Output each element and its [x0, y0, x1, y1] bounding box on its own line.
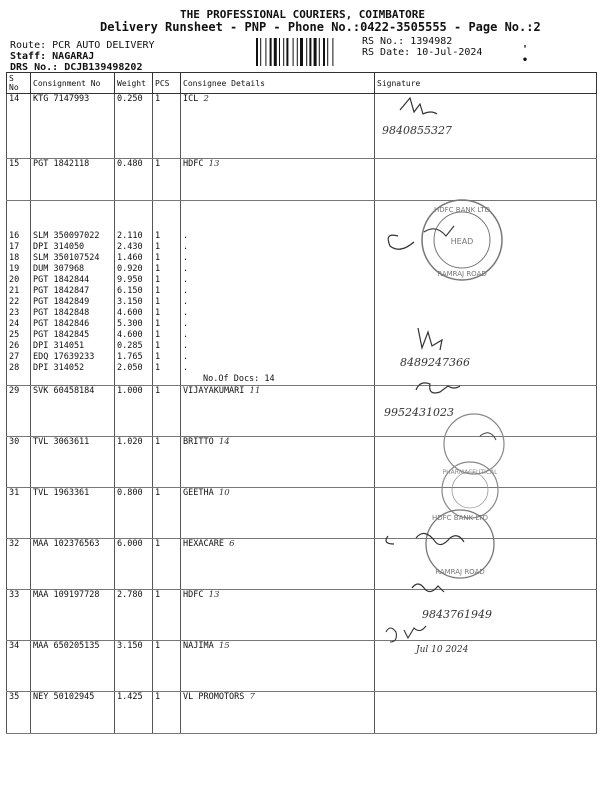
pcs: 1 — [153, 386, 181, 437]
handwritten-date: Jul 10 2024 — [416, 645, 469, 655]
consignee: . — [183, 319, 189, 329]
sno: 24 — [9, 319, 20, 329]
barcode-bar — [309, 38, 311, 66]
consignment-no: PGT 1842849 — [33, 297, 90, 307]
pcs: 1 — [155, 308, 161, 318]
pcs: 1 — [155, 253, 161, 263]
signature-cell — [375, 692, 597, 734]
consignment-no: EDQ 17639233 — [33, 352, 95, 362]
rs-no-value: 1394982 — [410, 36, 453, 47]
consignment-list — [31, 201, 115, 386]
rs-no-line — [362, 36, 452, 47]
docs-count: No.Of Docs: 14 — [203, 374, 275, 384]
consignment-no: PGT 1842847 — [33, 286, 90, 296]
pcs: 1 — [153, 590, 181, 641]
col-consignment: Consignment No — [31, 73, 115, 94]
weight: 6.000 — [115, 539, 153, 590]
consignee: . — [183, 242, 189, 252]
sno: 21 — [9, 286, 20, 296]
consignee-name: VIJAYAKUMARI — [183, 386, 245, 396]
sno: 20 — [9, 275, 20, 285]
tick-mark: • — [522, 55, 529, 66]
sno: 17 — [9, 242, 20, 252]
consignment-no: NEY 50102945 — [31, 692, 115, 734]
handwritten-phone: 9952431023 — [384, 406, 454, 419]
svg-text:RAMRAJ ROAD: RAMRAJ ROAD — [435, 568, 485, 576]
consignee-name: GEETHA — [183, 488, 214, 498]
tick-mark: ' — [522, 44, 529, 55]
weight: 0.250 — [115, 94, 153, 159]
consignment-no: PGT 1842118 — [31, 159, 115, 201]
consignment-no: MAA 650205135 — [31, 641, 115, 692]
handwritten-phone: 9843761949 — [422, 608, 492, 621]
weight: 2.110 — [117, 231, 143, 241]
sno: 28 — [9, 363, 20, 373]
handwritten-note: 6 — [229, 539, 235, 549]
sno: 18 — [9, 253, 20, 263]
barcode-bar — [332, 38, 333, 66]
barcode-bar — [297, 38, 298, 66]
consignment-no: SLM 350107524 — [33, 253, 100, 263]
barcode-bar — [279, 38, 280, 66]
weight: 6.150 — [117, 286, 143, 296]
table-row — [7, 641, 597, 692]
drs-value: DCJB139498202 — [64, 62, 143, 73]
col-weight: Weight — [115, 73, 153, 94]
sno: 32 — [7, 539, 31, 590]
weight: 0.480 — [115, 159, 153, 201]
pcs: 1 — [155, 297, 161, 307]
sno-list — [7, 201, 31, 386]
consignee-name: ICL — [183, 94, 199, 104]
consignee: . — [183, 308, 189, 318]
pcs: 1 — [155, 319, 161, 329]
route-value: PCR AUTO DELIVERY — [52, 40, 155, 51]
company-name: THE PROFESSIONAL COURIERS, COIMBATORE — [180, 8, 426, 21]
barcode-bar — [323, 38, 325, 66]
consignment-no: PGT 1842846 — [33, 319, 90, 329]
hdfc-stamp-2 — [380, 506, 510, 582]
sno: 15 — [7, 159, 31, 201]
pcs: 1 — [155, 286, 161, 296]
consignment-no: DUM 307968 — [33, 264, 85, 274]
consignee: . — [183, 275, 189, 285]
pcs: 1 — [153, 539, 181, 590]
weight: 9.950 — [117, 275, 143, 285]
rs-date-line — [362, 47, 482, 58]
pcs: 1 — [155, 352, 161, 362]
handwritten-note: 11 — [249, 386, 261, 396]
sno: 33 — [7, 590, 31, 641]
weight: 1.765 — [117, 352, 143, 362]
consignment-no: KTG 7147993 — [31, 94, 115, 159]
weight: 2.780 — [115, 590, 153, 641]
pcs: 1 — [153, 488, 181, 539]
consignee: . — [183, 253, 189, 263]
consignee — [181, 590, 375, 641]
consignment-no: DPI 314050 — [33, 242, 85, 252]
sno: 19 — [9, 264, 20, 274]
pcs: 1 — [153, 641, 181, 692]
handwritten-note: 2 — [203, 94, 209, 104]
barcode-bar — [327, 38, 328, 66]
consignment-no: DPI 314051 — [33, 341, 85, 351]
sno: 30 — [7, 437, 31, 488]
consignment-no: PGT 1842844 — [33, 275, 90, 285]
route-label: Route: — [10, 40, 47, 51]
weight: 2.430 — [117, 242, 143, 252]
pcs: 1 — [153, 437, 181, 488]
barcode-bar — [314, 38, 317, 66]
handwritten-note: 10 — [218, 488, 230, 498]
weight: 1.020 — [115, 437, 153, 488]
svg-text:HEAD: HEAD — [450, 237, 474, 246]
weight: 2.050 — [117, 363, 143, 373]
weight: 0.920 — [117, 264, 143, 274]
barcode-bar — [286, 38, 288, 66]
handwritten-note: 15 — [218, 641, 230, 651]
weight-list — [115, 201, 153, 386]
sno: 22 — [9, 297, 20, 307]
consignment-no: PGT 1842848 — [33, 308, 90, 318]
sno: 35 — [7, 692, 31, 734]
consignee: . — [183, 330, 189, 340]
rs-no-label: RS No.: — [362, 36, 405, 47]
consignee-name: HDFC — [183, 590, 204, 600]
barcode-bar — [256, 38, 258, 66]
consignment-no: MAA 109197728 — [31, 590, 115, 641]
barcode-bar — [300, 38, 303, 66]
consignee — [181, 159, 375, 201]
barcode-bar — [283, 38, 284, 66]
consignee-name: HEXACARE — [183, 539, 224, 549]
sno: 16 — [9, 231, 20, 241]
svg-text:PHARMACEUTICAL: PHARMACEUTICAL — [442, 469, 498, 476]
staff-value: NAGARAJ — [52, 51, 95, 62]
pcs: 1 — [155, 231, 161, 241]
weight: 0.285 — [117, 341, 143, 351]
consignment-no: TVL 1963361 — [31, 488, 115, 539]
runsheet-title: Delivery Runsheet - PNP - Phone No.:0422-3505555 - Page No.:2 — [100, 20, 541, 34]
weight: 3.150 — [115, 641, 153, 692]
barcode-bar — [270, 38, 272, 66]
pcs: 1 — [153, 159, 181, 201]
signature-r35 — [382, 618, 482, 658]
staff-line — [10, 51, 94, 62]
signature-r14 — [370, 90, 510, 140]
sno: 31 — [7, 488, 31, 539]
barcode-bar — [319, 38, 320, 66]
consignee-list — [181, 201, 375, 386]
consignee — [181, 488, 375, 539]
sno: 29 — [7, 386, 31, 437]
consignee-name: HDFC — [183, 159, 204, 169]
barcode-bar — [260, 38, 261, 66]
col-signature: Signature — [375, 73, 597, 94]
consignee: . — [183, 341, 189, 351]
svg-text:HDFC BANK LTD: HDFC BANK LTD — [431, 514, 489, 522]
barcode-bar — [265, 38, 266, 66]
consignee — [181, 692, 375, 734]
consignee — [181, 539, 375, 590]
weight: 5.300 — [117, 319, 143, 329]
rs-date-label: RS Date: — [362, 47, 411, 58]
consignment-no: SVK 60458184 — [31, 386, 115, 437]
consignee — [181, 386, 375, 437]
sno: 34 — [7, 641, 31, 692]
pcs: 1 — [155, 275, 161, 285]
barcode — [256, 38, 354, 66]
sno: 27 — [9, 352, 20, 362]
consignee — [181, 94, 375, 159]
signature-r29 — [372, 322, 512, 370]
barcode-bar — [293, 38, 294, 66]
pcs-list — [153, 201, 181, 386]
consignment-no: PGT 1842845 — [33, 330, 90, 340]
consignee: . — [183, 352, 189, 362]
weight: 3.150 — [117, 297, 143, 307]
handwritten-note: 13 — [208, 159, 220, 169]
consignee: . — [183, 231, 189, 241]
sno: 25 — [9, 330, 20, 340]
handwritten-note: 7 — [249, 692, 255, 702]
weight: 0.800 — [115, 488, 153, 539]
consignment-no: DPI 314052 — [33, 363, 85, 373]
pcs: 1 — [155, 242, 161, 252]
barcode-bar — [274, 38, 277, 66]
consignee: . — [183, 363, 189, 373]
consignee: . — [183, 297, 189, 307]
svg-text:RAMRAJ ROAD: RAMRAJ ROAD — [437, 270, 487, 278]
consignee-name: BRITTO — [183, 437, 214, 447]
weight: 1.460 — [117, 253, 143, 263]
svg-text:HDFC BANK LTD: HDFC BANK LTD — [433, 206, 491, 214]
col-consignee: Consignee Details — [181, 73, 375, 94]
col-pcs: PCS — [153, 73, 181, 94]
consignee — [181, 437, 375, 488]
pcs: 1 — [155, 363, 161, 373]
handwritten-phone: 9840855327 — [382, 124, 452, 137]
pcs: 1 — [153, 692, 181, 734]
handwritten-note: 14 — [218, 437, 230, 447]
weight: 4.600 — [117, 308, 143, 318]
consignee: . — [183, 286, 189, 296]
pcs: 1 — [153, 94, 181, 159]
consignee: . — [183, 264, 189, 274]
weight: 1.425 — [115, 692, 153, 734]
consignee — [181, 641, 375, 692]
hdfc-stamp — [380, 192, 510, 288]
sno: 26 — [9, 341, 20, 351]
consignee-name: NAJIMA — [183, 641, 214, 651]
sno: 23 — [9, 308, 20, 318]
staff-label: Staff: — [10, 51, 47, 62]
drs-label: DRS No.: — [10, 62, 59, 73]
weight: 1.000 — [115, 386, 153, 437]
pcs: 1 — [155, 341, 161, 351]
consignment-no: MAA 102376563 — [31, 539, 115, 590]
barcode-bar — [306, 38, 307, 66]
pcs: 1 — [155, 264, 161, 274]
consignment-no: TVL 3063611 — [31, 437, 115, 488]
consignment-no: SLM 350097022 — [33, 231, 100, 241]
route-line — [10, 40, 155, 51]
pcs: 1 — [155, 330, 161, 340]
consignee-name: VL PROMOTORS — [183, 692, 245, 702]
sno: 14 — [7, 94, 31, 159]
weight: 4.600 — [117, 330, 143, 340]
rs-date-value: 10-Jul-2024 — [416, 47, 483, 58]
table-row — [7, 692, 597, 734]
handwritten-phone: 8489247366 — [400, 356, 470, 369]
col-sno: S No — [7, 73, 31, 94]
handwritten-note: 13 — [208, 590, 220, 600]
